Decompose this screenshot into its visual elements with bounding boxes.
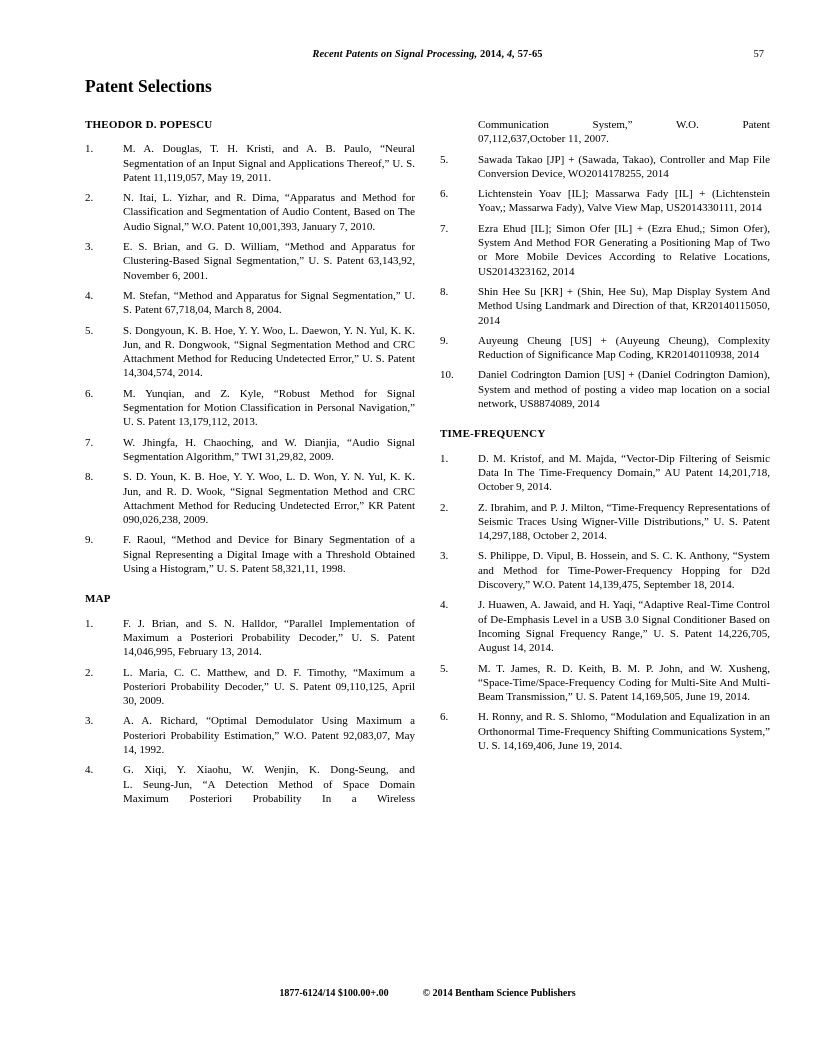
reference-item — [85, 617, 415, 660]
reference-line: G. Xiqi, Y. Xiaohu, W. Wenjin, K. Dong-Seung, and — [123, 764, 415, 777]
reference-text: Ezra Ehud [IL]; Simon Ofer [IL] + (Ezra Ehud,; Simon Ofer), System And Method FOR Generating a Positioning Map of Two or More Mobile Devices According to Relative Locations, US2014323162, 2014 — [478, 222, 770, 278]
reference-text: Shin Hee Su [KR] + (Shin, Hee Su), Map Display System And Method Using Landmark and Direction of that, KR20140115050, 2014 — [478, 285, 770, 327]
section-heading: MAP — [85, 593, 111, 606]
reference-number: 5. — [85, 324, 94, 337]
reference-number: 2. — [85, 192, 94, 205]
reference-number: 6. — [440, 188, 449, 201]
reference-text: Auyeung Cheung [US] + (Auyeung Cheung), Complexity Reduction of Significance Map Coding, KR20140110938, 2014 — [478, 334, 770, 362]
reference-text — [123, 763, 415, 806]
reference-item — [85, 191, 415, 234]
reference-number: 7. — [85, 436, 94, 449]
reference-number: 2. — [440, 501, 449, 514]
reference-number: 3. — [85, 241, 94, 254]
reference-text: Z. Ibrahim, and P. J. Milton, “Time-Frequency Representations of Seismic Traces Using Wigner-Ville Distributions,” U. S. Patent 14,297,188, October 2, 2014. — [478, 501, 770, 543]
left-column — [85, 118, 415, 812]
reference-item — [85, 387, 415, 430]
reference-item — [85, 470, 415, 527]
reference-number: 3. — [85, 715, 94, 728]
reference-item — [440, 598, 770, 655]
content-columns — [85, 118, 770, 812]
reference-number: 9. — [85, 534, 94, 547]
reference-text: M. A. Douglas, T. H. Kristi, and A. B. Paulo, “Neural Segmentation of an Input Signal and Applications Thereof,” U. S. Patent 11,119,057, May 19, 2011. — [123, 143, 415, 184]
reference-item — [440, 501, 770, 544]
reference-item — [440, 118, 770, 147]
reference-text — [478, 118, 770, 147]
reference-number: 8. — [85, 471, 94, 484]
reference-item — [85, 289, 415, 318]
reference-text: M. T. James, R. D. Keith, B. M. P. John, and W. Xusheng, “Space-Time/Space-Frequency Coding for Multi-Site And Multi-Beam Transmission,” U. S. Patent 14,169,505, June 19, 2014. — [478, 662, 770, 704]
reference-text: Sawada Takao [JP] + (Sawada, Takao), Controller and Map File Conversion Device, WO2014178255, 2014 — [478, 153, 770, 180]
reference-number — [440, 118, 478, 147]
reference-text: Lichtenstein Yoav [IL]; Massarwa Fady [IL] + (Lichtenstein Yoav,; Massarwa Fady), Valve View Map, US2014330111, 2014 — [478, 188, 770, 215]
reference-text: S. Philippe, D. Vipul, B. Hossein, and S. C. K. Anthony, “System and Method for Time-Power-Frequency Hopping for D2d Discovery,” W.O. Patent 14,139,475, September 18, 2014. — [478, 550, 770, 592]
page-footer — [85, 988, 770, 999]
reference-item — [85, 324, 415, 381]
reference-item — [85, 533, 415, 576]
journal-volume: 4, — [506, 49, 515, 60]
reference-number: 7. — [440, 222, 449, 235]
reference-item — [85, 436, 415, 465]
reference-item — [440, 334, 770, 363]
reference-item — [440, 549, 770, 592]
reference-number: 8. — [440, 285, 449, 298]
reference-item — [440, 222, 770, 279]
reference-line: 07,112,637,October 11, 2007. — [478, 133, 609, 146]
reference-item — [440, 662, 770, 705]
reference-text: H. Ronny, and R. S. Shlomo, “Modulation and Equalization in an Orthonormal Time-Frequency Shifting Communications System,” U. S. 14,169,406, June 19, 2014. — [478, 711, 770, 752]
reference-text: M. Stefan, “Method and Apparatus for Signal Segmentation,” U. S. Patent 67,718,04, March 8, 2004. — [123, 289, 415, 317]
reference-number: 1. — [440, 452, 449, 465]
reference-number: 1. — [85, 143, 94, 156]
reference-number: 6. — [440, 711, 449, 724]
reference-text: M. Yunqian, and Z. Kyle, “Robust Method for Signal Segmentation for Motion Classification in Personal Navigation,” U. S. Patent 13,179,112, 2013. — [123, 387, 415, 429]
reference-text: S. D. Youn, K. B. Hoe, Y. Y. Woo, L. D. Won, Y. N. Yul, K. K. Jun, and R. D. Wook, “Signal Segmentation Method and CRC Attachment Method for Reducing Undetected Error,” KR Patent 090,026,238, 2009. — [123, 471, 415, 527]
reference-text: F. Raoul, “Method and Device for Binary Segmentation of a Signal Representing a Digital Image with a Threshold Obtained Using a Histogram,” U. S. Patent 58,321,11, 1998. — [123, 534, 415, 576]
reference-text: S. Dongyoun, K. B. Hoe, Y. Y. Woo, L. Daewon, Y. N. Yul, K. K. Jun, and R. Dongwook, “Signal Segmentation Method and CRC Attachment Method for Reducing Undetected Error,” U. S. Patent 14,304,574, 2014. — [123, 324, 415, 380]
reference-text: Daniel Codrington Damion [US] + (Daniel Codrington Damion), System and method of posting a video map location on a social network, US8874089, 2014 — [478, 369, 770, 411]
reference-text: L. Maria, C. C. Matthew, and D. F. Timothy, “Maximum a Posteriori Probability Decoder,” U. S. Patent 09,110,125, April 30, 2009. — [123, 666, 415, 708]
issn-price: 1877-6124/14 $100.00+.00 — [279, 988, 389, 999]
section-heading: THEODOR D. POPESCU — [85, 119, 213, 131]
reference-number: 3. — [440, 550, 449, 563]
reference-text: N. Itai, L. Yizhar, and R. Dima, “Apparatus and Method for Classification and Segmentation of Audio Content, Based on The Audio Signal,” W.O. Patent 10,001,393, January 7, 2010. — [123, 192, 415, 233]
reference-item — [85, 666, 415, 709]
section-heading: TIME-FREQUENCY — [440, 428, 546, 441]
reference-number: 1. — [85, 617, 94, 630]
reference-line: Maximum Posteriori Probability In a Wireless — [123, 792, 415, 805]
reference-number: 10. — [440, 369, 454, 382]
running-head — [85, 49, 770, 60]
copyright-notice: © 2014 Bentham Science Publishers — [422, 988, 576, 999]
reference-number: 4. — [440, 599, 449, 612]
reference-item — [440, 285, 770, 328]
reference-number: 6. — [85, 387, 94, 400]
page-number: 57 — [753, 49, 764, 60]
page-title: Patent Selections — [85, 76, 212, 96]
reference-item — [85, 763, 415, 806]
right-column — [440, 118, 770, 812]
reference-number: 2. — [85, 666, 94, 679]
reference-number: 9. — [440, 334, 449, 347]
reference-text: D. M. Kristof, and M. Majda, “Vector-Dip Filtering of Seismic Data In The Time-Frequency Domain,” AU Patent 14,201,718, October 9, 2014. — [478, 452, 770, 494]
reference-item — [85, 240, 415, 283]
journal-year: 2014, — [479, 49, 505, 60]
reference-text: E. S. Brian, and G. D. William, “Method and Apparatus for Clustering-Based Signal Segmentation,” U. S. Patent 63,143,92, November 6, 2001. — [123, 241, 415, 282]
reference-number: 5. — [440, 662, 449, 675]
reference-item — [440, 187, 770, 216]
reference-item — [85, 714, 415, 757]
reference-item — [85, 142, 415, 185]
reference-item — [440, 368, 770, 411]
reference-item — [440, 153, 770, 182]
reference-text: A. A. Richard, “Optimal Demodulator Using Maximum a Posteriori Probability Estimation,” W.O. Patent 92,083,07, May 14, 1992. — [123, 715, 415, 756]
reference-item — [440, 452, 770, 495]
journal-pages: 57-65 — [517, 49, 543, 60]
journal-title: Recent Patents on Signal Processing, — [312, 49, 478, 60]
reference-line: Communication System,” W.O. Patent — [478, 119, 770, 131]
reference-number: 5. — [440, 153, 449, 166]
reference-text: W. Jhingfa, H. Chaoching, and W. Dianjia, “Audio Signal Segmentation Algorithm,” TWI 31,29,82, 2009. — [123, 436, 415, 463]
reference-line: L. Seung-Jun, “A Detection Method of Space Domain — [123, 778, 415, 791]
reference-text: J. Huawen, A. Jawaid, and H. Yaqi, “Adaptive Real-Time Control of De-Emphasis Level in a USB 3.0 Signal Conditioner Based on Incoming Signal Frequency Range,” U. S. Patent 14,226,705, August 14, 2014. — [478, 599, 770, 655]
reference-number: 4. — [85, 289, 94, 302]
reference-number: 4. — [85, 764, 94, 777]
reference-text: F. J. Brian, and S. N. Halldor, “Parallel Implementation of Maximum a Posteriori Probability Decoder,” U. S. Patent 14,046,995, February 13, 2014. — [123, 617, 415, 659]
reference-item — [440, 710, 770, 753]
